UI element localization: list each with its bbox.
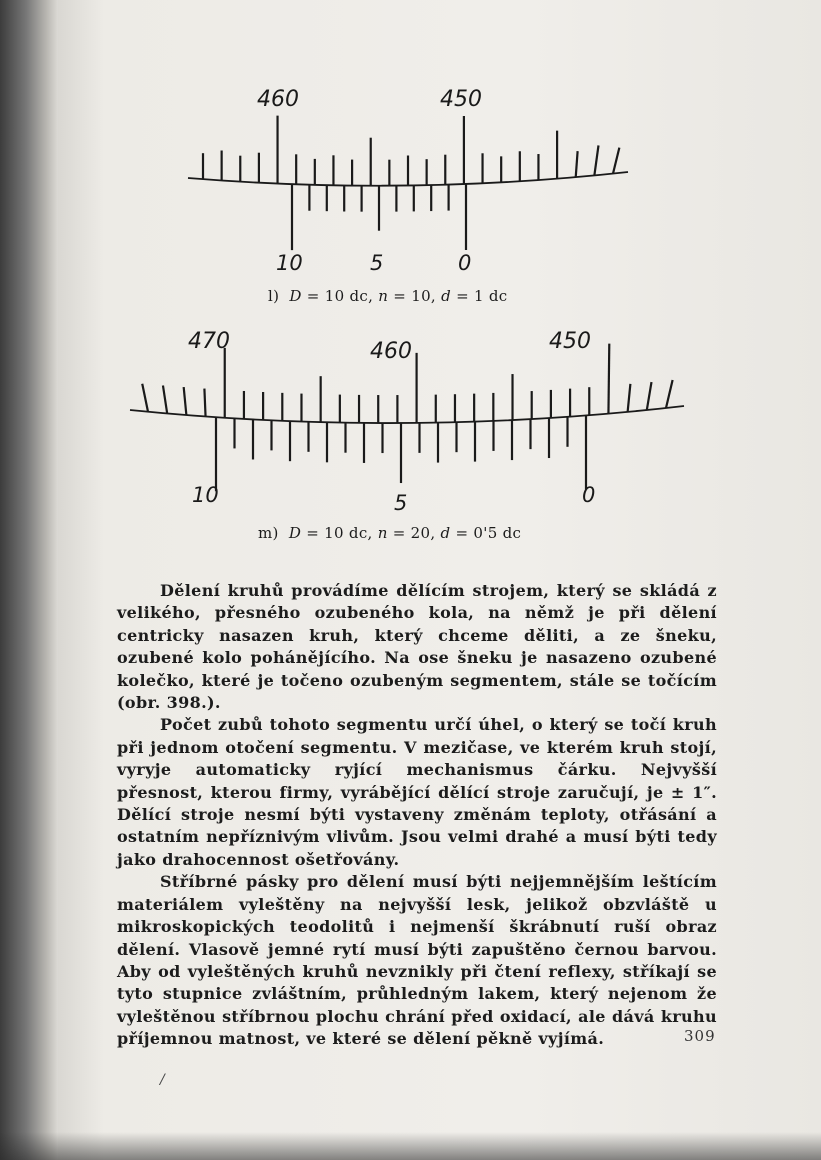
vernier-label-10: 10 [276, 251, 303, 275]
caption-D-value: = 10 dc, [306, 287, 374, 305]
vernier-ticks [292, 184, 466, 250]
paragraph: Stříbrné pásky pro dělení musí býti nejjemnějším leštícím materiálem vyleštěny na nejvyšší lesk, jelikož obzvláště u mikroskopických teodolitů i nejmenší škrábnutí ruší obraz dělení. Vlasově jemné rytí musí býti zapuštěno černou barvou. Aby od vyleštěných kruhů nevznikly při čtení reflexy, stříkají se tyto stupnice zvláštním, průhledným lakem, který nejenom že vyleštěnou stříbrnou plochu chrání před oxidací, ale dává kruhu příjemnou matnost, ve které se dělení pěkně vyjímá. [117, 872, 717, 1049]
caption-var-d: d [440, 524, 451, 542]
tick-mark [647, 382, 652, 410]
caption-var-D: D [288, 524, 302, 542]
vernier-label-5: 5 [394, 491, 408, 515]
tick-mark [142, 384, 148, 412]
tick-mark [608, 344, 609, 414]
caption-var-D: D [289, 287, 302, 305]
upper-scale-label-460: 460 [257, 87, 299, 112]
caption-var-n: n [377, 524, 388, 542]
upper-scale-label-450: 450 [440, 87, 482, 112]
upper-scale-label-450: 450 [549, 329, 591, 354]
vernier-scale-figure-l [0, 70, 821, 360]
paragraph: Počet zubů tohoto segmentu určí úhel, o který se točí kruh při jednom otočení segmentu. V mezičase, ve kterém kruh stojí, vyryje automaticky ryjící mechanismus čárku. Nejvyšší přesnost, kterou firmy, vyrábějící dělící stroje zaručují, je ± 1″. Dělící stroje nesmí býti vystaveny změnám teploty, otřásání a ostatním nepříznivým vlivům. Jsou velmi drahé a musí býti tedy jako drahocennost ošetřovány. [117, 715, 717, 869]
bottom-edge-shadow [0, 1132, 821, 1160]
vernier-label-0: 0 [458, 251, 472, 275]
tick-mark [184, 387, 187, 415]
upper-scale-label-470: 470 [188, 329, 230, 354]
tick-mark [666, 380, 673, 408]
caption-n-value: = 10, [393, 287, 436, 305]
caption-d-value: = 0'5 dc [455, 524, 522, 542]
tick-mark [628, 384, 631, 412]
vernier-label-10: 10 [192, 483, 219, 507]
caption-D-value: = 10 dc, [306, 524, 373, 542]
tick-mark [594, 145, 598, 175]
caption-d-value: = 1 dc [456, 287, 508, 305]
tick-mark [204, 389, 205, 417]
main-scale-ticks [203, 116, 619, 186]
caption-label: m) [258, 524, 279, 542]
body-text [117, 580, 717, 1051]
tick-mark [613, 148, 619, 174]
vernier-label-0: 0 [582, 483, 596, 507]
page-number: 309 [684, 1027, 716, 1045]
tick-mark [163, 385, 167, 413]
caption-label: l) [268, 287, 280, 305]
caption-var-d: d [441, 287, 451, 305]
caption-var-n: n [378, 287, 389, 305]
tick-mark [576, 151, 578, 177]
caption-n-value: = 20, [392, 524, 436, 542]
vernier-label-5: 5 [370, 251, 384, 275]
vernier-scale-figure-m [0, 320, 821, 520]
figure-l-caption [268, 287, 508, 305]
paragraph: Dělení kruhů provádíme dělícím strojem, který se skládá z velikého, přesného ozubeného kola, na němž je při dělení centricky nasazen kruh, který chceme děliti, a ze šneku, ozubené kolo pohánějícího. Na ose šneku je nasazeno ozubené kolečko, které je točeno ozubeným segmentem, stále se točícím (obr. 398.). [117, 581, 717, 713]
figure-m-caption [258, 524, 521, 542]
vernier-ticks [216, 415, 586, 491]
upper-scale-label-460: 460 [370, 339, 412, 364]
scale-arc-line [130, 406, 684, 423]
stray-pencil-mark: / [160, 1072, 165, 1088]
